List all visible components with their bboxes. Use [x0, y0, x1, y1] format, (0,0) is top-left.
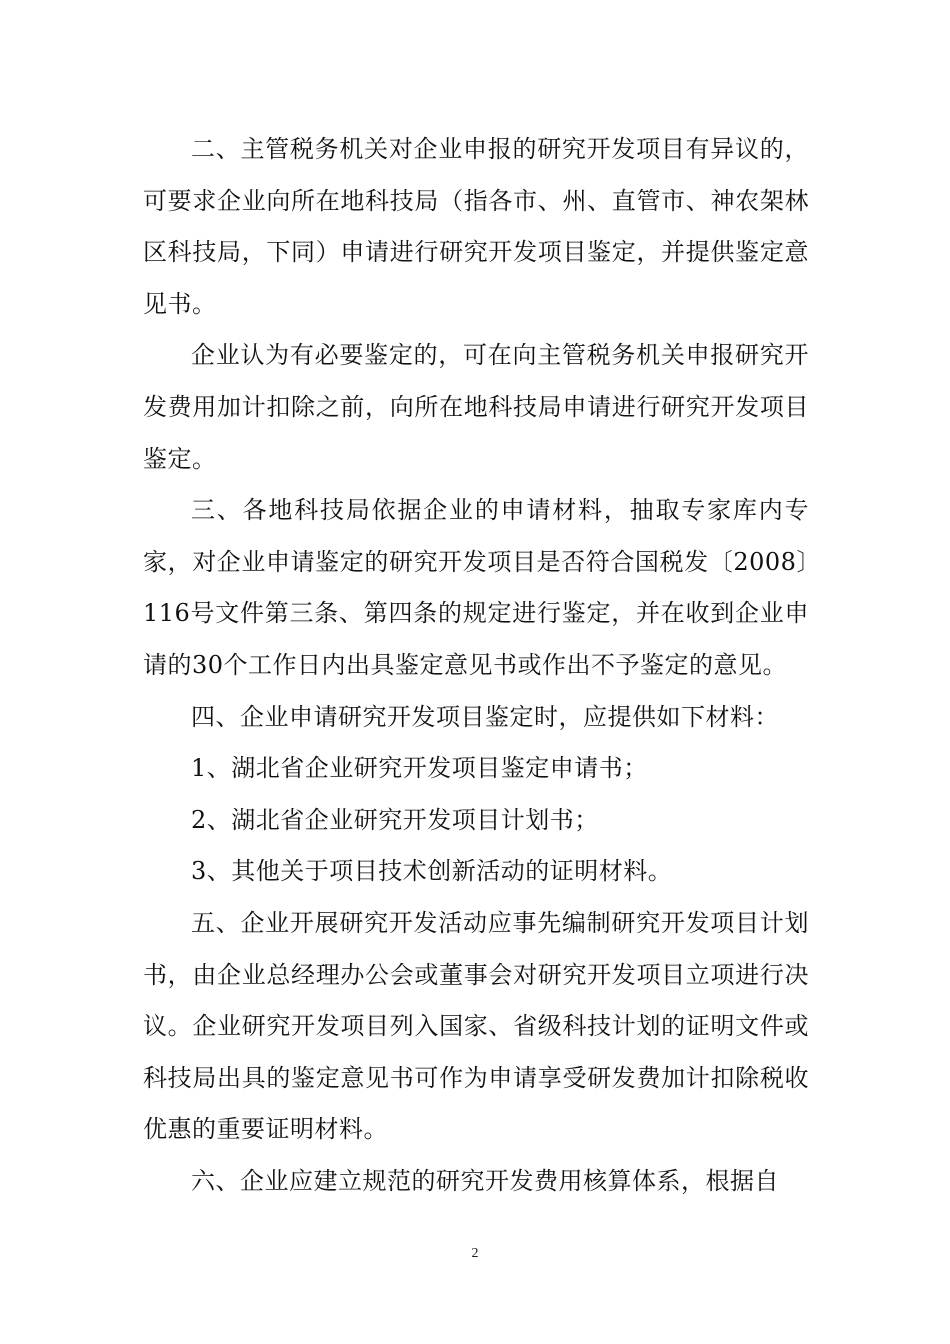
- list-item-application-form: 1、湖北省企业研究开发项目鉴定申请书；: [191, 754, 648, 783]
- list-item-other-evidence: 3、其他关于项目技术创新活动的证明材料。: [191, 857, 673, 886]
- page-number: 2: [471, 1246, 479, 1261]
- paragraph-item-4-materials: 四、企业申请研究开发项目鉴定时，应提供如下材料：: [191, 702, 779, 731]
- paragraph-enterprise-self-appraisal: 企业认为有必要鉴定的，可在向主管税务机关申报研究开发费用加计扣除之前，向所在地科技局申请进行研究开发项目鉴定。: [143, 341, 809, 473]
- paragraph-item-3-appraisal: 三、各地科技局依据企业的申请材料，抽取专家库内专家，对企业申请鉴定的研究开发项目是否符合国税发〔2008〕116号文件第三条、第四条的规定进行鉴定，并在收到企业申请的30个工作日内出具鉴定意见书或作出不予鉴定的意见。: [143, 496, 809, 679]
- list-item-project-plan: 2、湖北省企业研究开发项目计划书；: [191, 805, 599, 834]
- paragraph-item-6-accounting: 六、企业应建立规范的研究开发费用核算体系，根据自: [191, 1166, 779, 1195]
- document-body: [143, 124, 809, 1207]
- paragraph-item-2-objection: 二、主管税务机关对企业申报的研究开发项目有异议的，可要求企业向所在地科技局（指各市、州、直管市、神农架林区科技局，下同）申请进行研究开发项目鉴定，并提供鉴定意见书。: [143, 135, 809, 318]
- paragraph-item-5-project-plan: 五、企业开展研究开发活动应事先编制研究开发项目计划书，由企业总经理办公会或董事会对研究开发项目立项进行决议。企业研究开发项目列入国家、省级科技计划的证明文件或科技局出具的鉴定意见书可作为申请享受研发费加计扣除税收优惠的重要证明材料。: [143, 908, 809, 1144]
